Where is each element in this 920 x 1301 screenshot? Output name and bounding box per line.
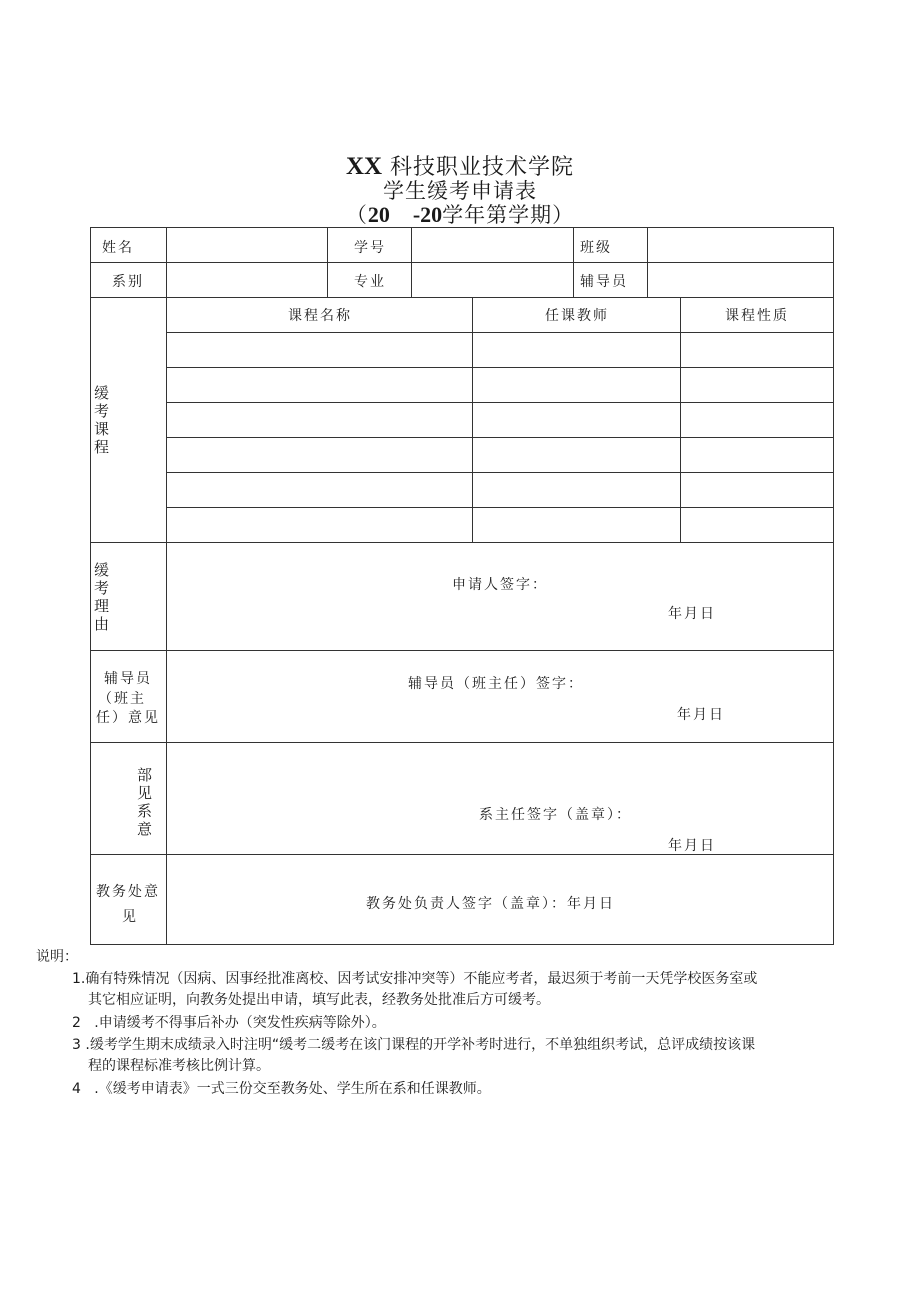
name-input-cell[interactable]	[167, 228, 327, 262]
department-opinion-area[interactable]	[167, 743, 833, 854]
department-date-label: 年月日	[668, 838, 716, 854]
course-name-cell[interactable]	[167, 473, 472, 507]
department-head-signature-label: 系主任签字（盖章）：	[479, 807, 632, 823]
course-name-cell[interactable]	[167, 508, 472, 542]
department-input-cell[interactable]	[167, 263, 327, 297]
course-type-cell[interactable]	[681, 368, 833, 402]
course-type-cell[interactable]	[681, 403, 833, 437]
course-name-cell[interactable]	[167, 438, 472, 472]
academic-term: （20 -20学年第学期）	[345, 202, 575, 227]
student-id-input-cell[interactable]	[412, 228, 573, 262]
course-type-cell[interactable]	[681, 438, 833, 472]
school-title: XX 科技职业技术学院	[345, 153, 575, 180]
applicant-signature-label: 申请人签字：	[452, 577, 548, 593]
academic-affairs-label-1: 教务处意	[96, 884, 160, 900]
teacher-cell[interactable]	[473, 333, 680, 367]
course-name-cell[interactable]	[167, 333, 472, 367]
teacher-cell[interactable]	[473, 368, 680, 402]
department-opinion-label: 部见系意	[137, 766, 153, 838]
form-title: 学生缓考申请表	[383, 179, 537, 203]
teacher-cell[interactable]	[473, 403, 680, 437]
counselor-opinion-label-3: 任）意见	[96, 710, 160, 726]
reason-input-area[interactable]	[167, 543, 833, 650]
course-type-cell[interactable]	[681, 333, 833, 367]
course-name-cell[interactable]	[167, 368, 472, 402]
note-item-3-line-2: 程的课程标准考核比例计算。	[88, 1058, 270, 1074]
major-label: 专业	[354, 274, 386, 290]
course-type-header: 课程性质	[725, 308, 789, 324]
counselor-label: 辅导员	[580, 274, 628, 290]
course-type-cell[interactable]	[681, 508, 833, 542]
counselor-opinion-label-2: （班主	[98, 691, 146, 707]
class-input-cell[interactable]	[648, 228, 833, 262]
counselor-opinion-label-1: 辅导员	[104, 671, 152, 687]
note-item-2: 2 .申请缓考不得事后补办（突发性疾病等除外）。	[72, 1015, 386, 1031]
course-name-header: 课程名称	[288, 308, 352, 324]
counselor-opinion-area[interactable]	[167, 651, 833, 742]
teacher-cell[interactable]	[473, 508, 680, 542]
teacher-cell[interactable]	[473, 473, 680, 507]
deferral-reason-label: 缓考理由	[94, 561, 110, 633]
note-item-1-line-1: 1.确有特殊情况（因病、因事经批准离校、因考试安排冲突等）不能应考者，最迟须于考前一天凭学校医务室或	[72, 971, 758, 987]
note-item-3-line-1: 3 .缓考学生期末成绩录入时注明“缓考二缓考在该门课程的开学补考时进行，不单独组织考试，总评成绩按该课	[72, 1037, 756, 1053]
teacher-cell[interactable]	[473, 438, 680, 472]
teacher-header: 任课教师	[545, 308, 609, 324]
academic-affairs-label-2: 见	[122, 909, 138, 925]
note-item-1-line-2: 其它相应证明，向教务处提出申请，填写此表，经教务处批准后方可缓考。	[88, 992, 550, 1008]
department-label: 系别	[112, 274, 144, 290]
student-id-label: 学号	[354, 240, 386, 256]
deferred-courses-label: 缓考课程	[94, 384, 110, 456]
course-name-cell[interactable]	[167, 403, 472, 437]
counselor-date-label: 年月日	[677, 707, 725, 723]
note-item-4: 4 .《缓考申请表》一式三份交至教务处、学生所在系和任课教师。	[72, 1081, 491, 1097]
name-label: 姓名	[102, 240, 134, 256]
academic-affairs-signature-label: 教务处负责人签字（盖章）：年月日	[366, 896, 615, 912]
counselor-signature-label: 辅导员（班主任）签字：	[408, 676, 584, 692]
course-type-cell[interactable]	[681, 473, 833, 507]
notes-heading: 说明：	[36, 949, 78, 965]
counselor-input-cell[interactable]	[648, 263, 833, 297]
major-input-cell[interactable]	[412, 263, 573, 297]
applicant-date-label: 年月日	[668, 606, 716, 622]
class-label: 班级	[580, 240, 612, 256]
